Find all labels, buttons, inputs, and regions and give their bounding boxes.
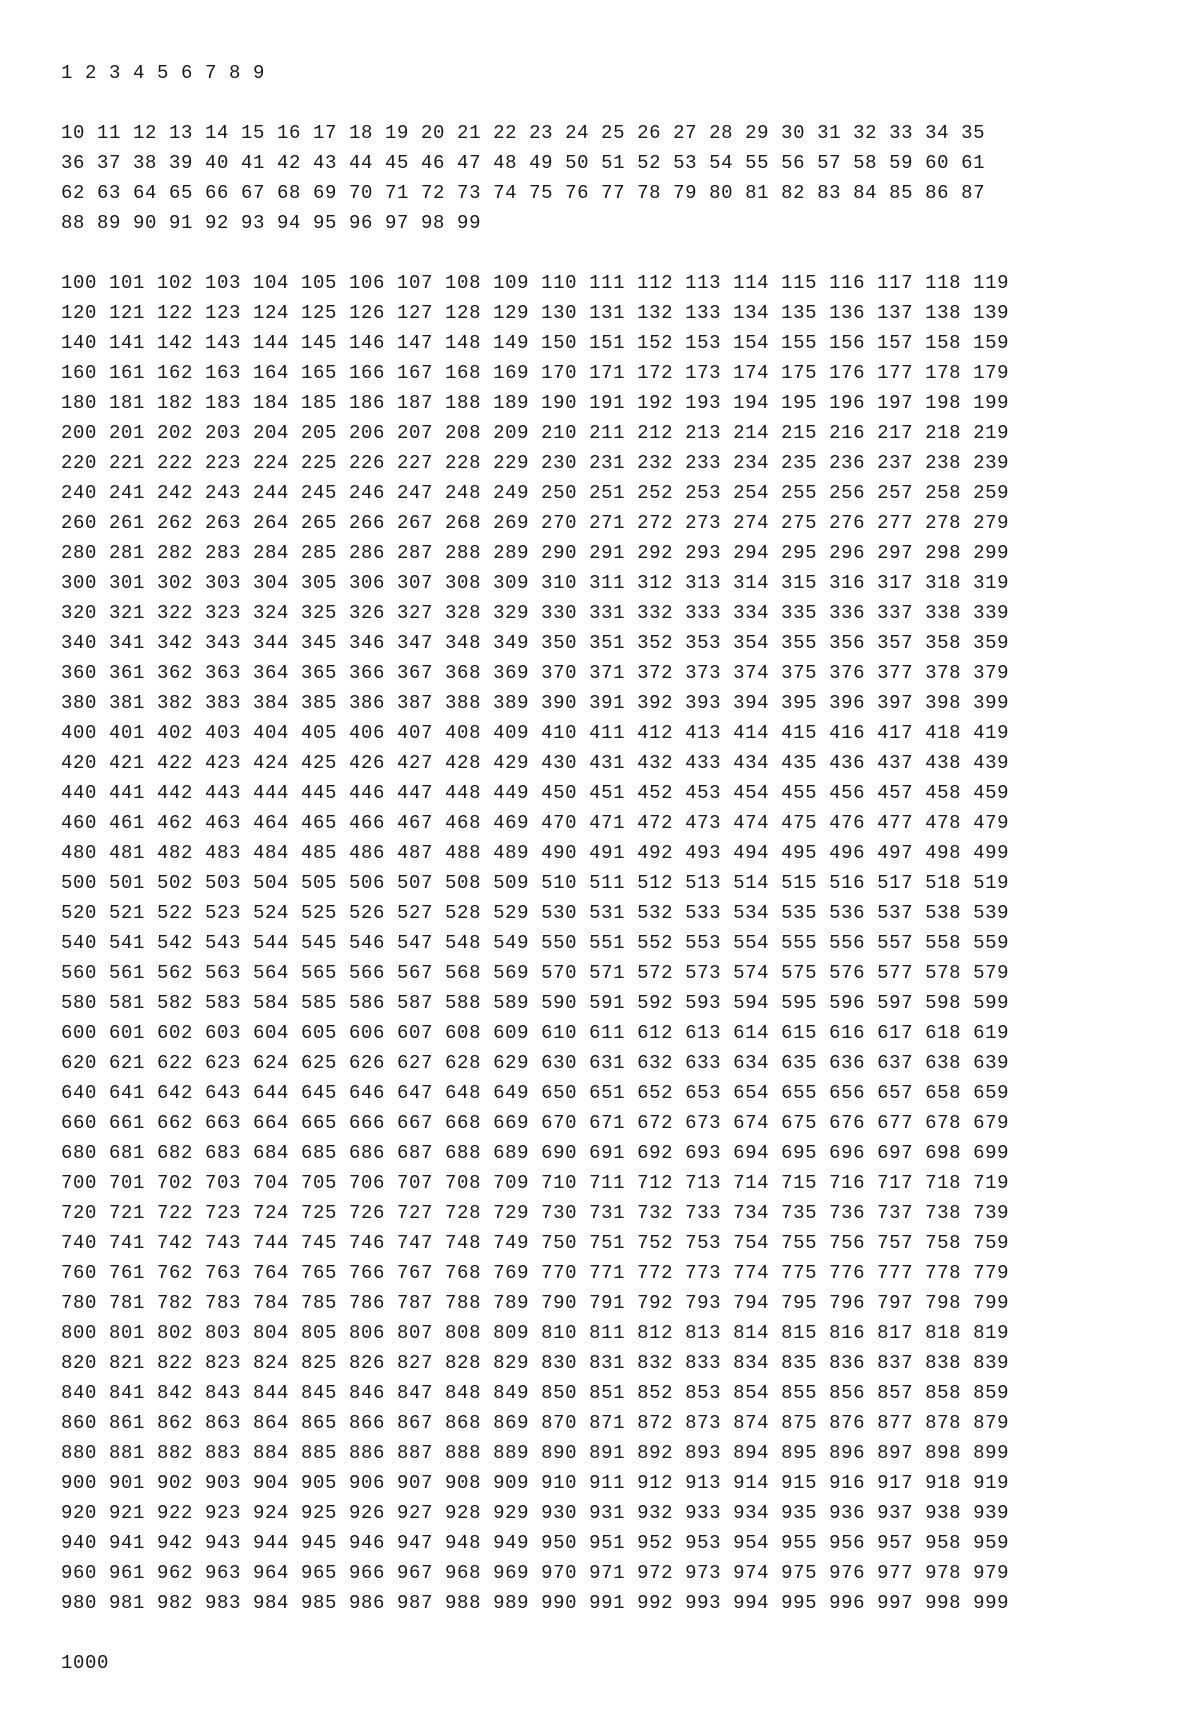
number-line: 240 241 242 243 244 245 246 247 248 249 250 251 252 253 254 255 256 257 258 259 <box>61 482 1010 504</box>
number-line: 500 501 502 503 504 505 506 507 508 509 510 511 512 513 514 515 516 517 518 519 <box>61 872 1010 894</box>
number-line: 660 661 662 663 664 665 666 667 668 669 670 671 672 673 674 675 676 677 678 679 <box>61 1112 1010 1134</box>
number-line: 180 181 182 183 184 185 186 187 188 189 190 191 192 193 194 195 196 197 198 199 <box>61 392 1010 414</box>
number-line: 88 89 90 91 92 93 94 95 96 97 98 99 <box>61 212 482 234</box>
number-line: 460 461 462 463 464 465 466 467 468 469 470 471 472 473 474 475 476 477 478 479 <box>61 812 1010 834</box>
number-line: 480 481 482 483 484 485 486 487 488 489 490 491 492 493 494 495 496 497 498 499 <box>61 842 1010 864</box>
number-line: 100 101 102 103 104 105 106 107 108 109 110 111 112 113 114 115 116 117 118 119 <box>61 272 1010 294</box>
number-line: 540 541 542 543 544 545 546 547 548 549 550 551 552 553 554 555 556 557 558 559 <box>61 932 1010 954</box>
number-line: 800 801 802 803 804 805 806 807 808 809 810 811 812 813 814 815 816 817 818 819 <box>61 1322 1010 1344</box>
number-line: 520 521 522 523 524 525 526 527 528 529 530 531 532 533 534 535 536 537 538 539 <box>61 902 1010 924</box>
section-gap <box>61 238 1161 268</box>
number-line: 820 821 822 823 824 825 826 827 828 829 830 831 832 833 834 835 836 837 838 839 <box>61 1352 1010 1374</box>
section-gap <box>61 1618 1161 1648</box>
number-line: 720 721 722 723 724 725 726 727 728 729 730 731 732 733 734 735 736 737 738 739 <box>61 1202 1010 1224</box>
number-line: 840 841 842 843 844 845 846 847 848 849 850 851 852 853 854 855 856 857 858 859 <box>61 1382 1010 1404</box>
number-line: 120 121 122 123 124 125 126 127 128 129 130 131 132 133 134 135 136 137 138 139 <box>61 302 1010 324</box>
number-line: 560 561 562 563 564 565 566 567 568 569 570 571 572 573 574 575 576 577 578 579 <box>61 962 1010 984</box>
number-line: 420 421 422 423 424 425 426 427 428 429 430 431 432 433 434 435 436 437 438 439 <box>61 752 1010 774</box>
number-line: 580 581 582 583 584 585 586 587 588 589 590 591 592 593 594 595 596 597 598 599 <box>61 992 1010 1014</box>
three-digit-section <box>61 268 1161 1618</box>
number-line: 940 941 942 943 944 945 946 947 948 949 950 951 952 953 954 955 956 957 958 959 <box>61 1532 1010 1554</box>
number-line: 740 741 742 743 744 745 746 747 748 749 750 751 752 753 754 755 756 757 758 759 <box>61 1232 1010 1254</box>
number-line: 600 601 602 603 604 605 606 607 608 609 610 611 612 613 614 615 616 617 618 619 <box>61 1022 1010 1044</box>
number-line: 620 621 622 623 624 625 626 627 628 629 630 631 632 633 634 635 636 637 638 639 <box>61 1052 1010 1074</box>
number-line: 700 701 702 703 704 705 706 707 708 709 710 711 712 713 714 715 716 717 718 719 <box>61 1172 1010 1194</box>
number-line: 260 261 262 263 264 265 266 267 268 269 270 271 272 273 274 275 276 277 278 279 <box>61 512 1010 534</box>
four-digit-section <box>61 1648 1161 1678</box>
section-gap <box>61 88 1161 118</box>
number-line: 320 321 322 323 324 325 326 327 328 329 330 331 332 333 334 335 336 337 338 339 <box>61 602 1010 624</box>
number-line: 860 861 862 863 864 865 866 867 868 869 870 871 872 873 874 875 876 877 878 879 <box>61 1412 1010 1434</box>
number-line: 640 641 642 643 644 645 646 647 648 649 650 651 652 653 654 655 656 657 658 659 <box>61 1082 1010 1104</box>
number-line: 900 901 902 903 904 905 906 907 908 909 910 911 912 913 914 915 916 917 918 919 <box>61 1472 1010 1494</box>
number-line: 760 761 762 763 764 765 766 767 768 769 770 771 772 773 774 775 776 777 778 779 <box>61 1262 1010 1284</box>
number-line: 62 63 64 65 66 67 68 69 70 71 72 73 74 75 76 77 78 79 80 81 82 83 84 85 86 87 <box>61 182 986 204</box>
number-line: 680 681 682 683 684 685 686 687 688 689 690 691 692 693 694 695 696 697 698 699 <box>61 1142 1010 1164</box>
number-line: 140 141 142 143 144 145 146 147 148 149 150 151 152 153 154 155 156 157 158 159 <box>61 332 1010 354</box>
two-digit-section <box>61 118 1161 238</box>
number-line: 300 301 302 303 304 305 306 307 308 309 310 311 312 313 314 315 316 317 318 319 <box>61 572 1010 594</box>
number-line: 1 2 3 4 5 6 7 8 9 <box>61 62 266 84</box>
single-digit-section <box>61 58 1161 88</box>
number-line: 920 921 922 923 924 925 926 927 928 929 930 931 932 933 934 935 936 937 938 939 <box>61 1502 1010 1524</box>
number-line: 160 161 162 163 164 165 166 167 168 169 170 171 172 173 174 175 176 177 178 179 <box>61 362 1010 384</box>
number-line: 360 361 362 363 364 365 366 367 368 369 370 371 372 373 374 375 376 377 378 379 <box>61 662 1010 684</box>
number-line: 1000 <box>61 1652 110 1674</box>
number-line: 10 11 12 13 14 15 16 17 18 19 20 21 22 23 24 25 26 27 28 29 30 31 32 33 34 35 <box>61 122 986 144</box>
number-line: 960 961 962 963 964 965 966 967 968 969 970 971 972 973 974 975 976 977 978 979 <box>61 1562 1010 1584</box>
number-listing-page <box>61 58 1161 1678</box>
number-line: 200 201 202 203 204 205 206 207 208 209 210 211 212 213 214 215 216 217 218 219 <box>61 422 1010 444</box>
number-line: 400 401 402 403 404 405 406 407 408 409 410 411 412 413 414 415 416 417 418 419 <box>61 722 1010 744</box>
number-line: 380 381 382 383 384 385 386 387 388 389 390 391 392 393 394 395 396 397 398 399 <box>61 692 1010 714</box>
number-line: 220 221 222 223 224 225 226 227 228 229 230 231 232 233 234 235 236 237 238 239 <box>61 452 1010 474</box>
number-line: 36 37 38 39 40 41 42 43 44 45 46 47 48 49 50 51 52 53 54 55 56 57 58 59 60 61 <box>61 152 986 174</box>
number-line: 780 781 782 783 784 785 786 787 788 789 790 791 792 793 794 795 796 797 798 799 <box>61 1292 1010 1314</box>
number-line: 340 341 342 343 344 345 346 347 348 349 350 351 352 353 354 355 356 357 358 359 <box>61 632 1010 654</box>
number-line: 440 441 442 443 444 445 446 447 448 449 450 451 452 453 454 455 456 457 458 459 <box>61 782 1010 804</box>
number-line: 880 881 882 883 884 885 886 887 888 889 890 891 892 893 894 895 896 897 898 899 <box>61 1442 1010 1464</box>
number-line: 280 281 282 283 284 285 286 287 288 289 290 291 292 293 294 295 296 297 298 299 <box>61 542 1010 564</box>
number-line: 980 981 982 983 984 985 986 987 988 989 990 991 992 993 994 995 996 997 998 999 <box>61 1592 1010 1614</box>
